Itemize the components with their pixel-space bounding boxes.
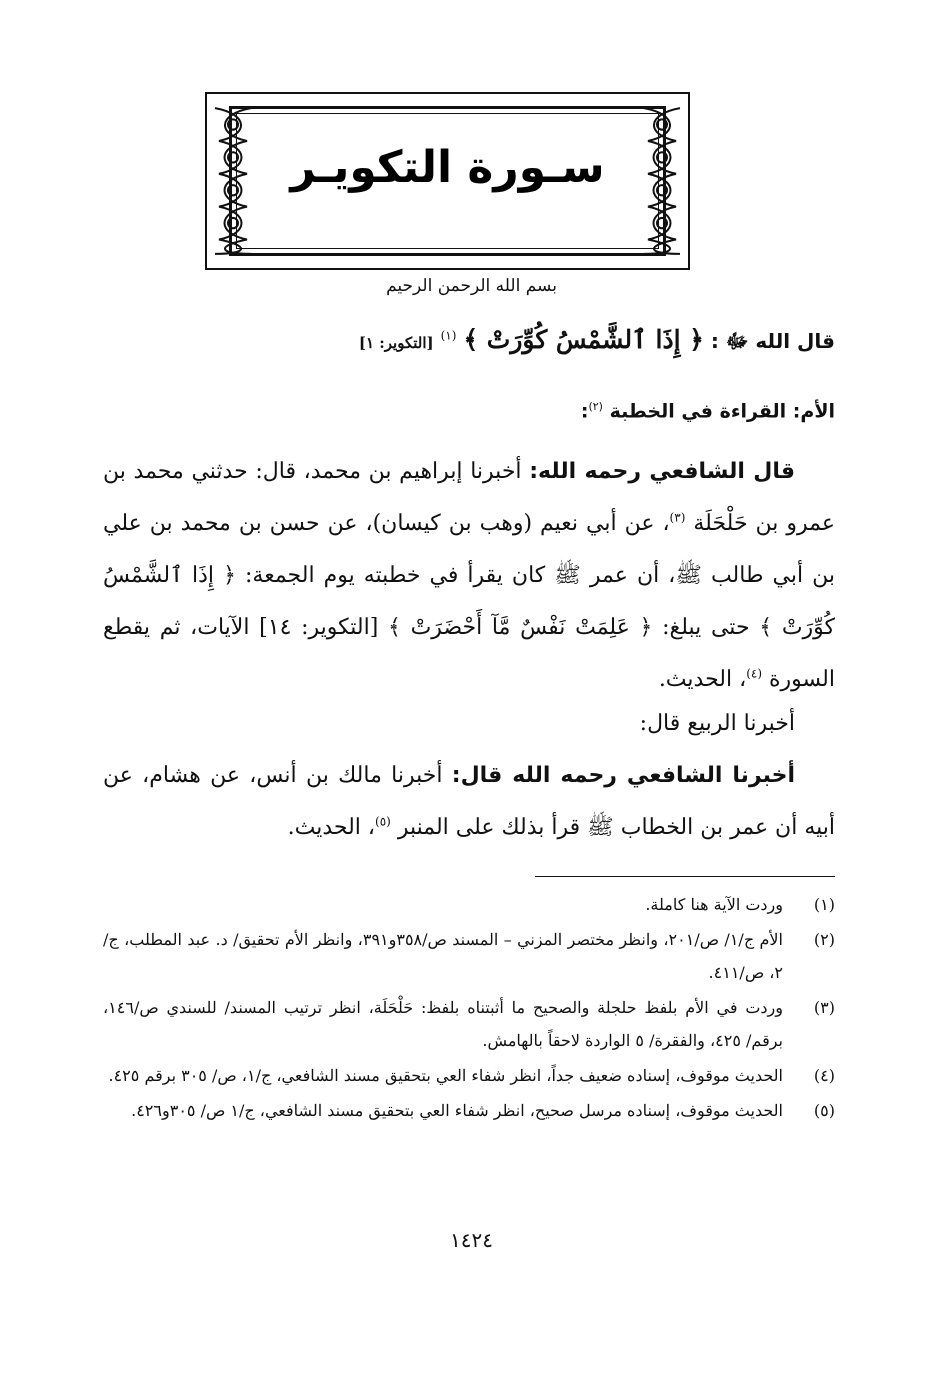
footnote-text: الحديث موقوف، إسناده مرسل صحيح، انظر شفاء العي بتحقيق مسند الشافعي، ج/١ ص/ ٣٠٥و٤٢٦. <box>131 1101 783 1120</box>
section-heading-text: الأم: القراءة في الخطبة <box>609 400 835 423</box>
footnote-ref: (٣) <box>669 510 686 525</box>
opening-verse <box>200 325 835 358</box>
paragraph-lead: قال الشافعي رحمه الله: <box>529 459 796 484</box>
footnote <box>103 888 835 921</box>
footnote-number: (٤) <box>813 1066 835 1085</box>
title-frame <box>205 92 690 270</box>
footnote-number: (٥) <box>813 1101 835 1120</box>
footnote-text: الأم ج/١/ ص/٢٠١، وانظر مختصر المزني – المسند ص/٣٥٨و٣٩١، وانظر الأم تحقيق/ د. عبد المطلب، ج/٢، ص/٤١١. <box>103 930 783 982</box>
footnote <box>103 1059 835 1092</box>
footnote <box>103 1094 835 1127</box>
verse-reference: [التكوير: ١] <box>358 334 434 352</box>
footnotes <box>103 888 835 1129</box>
verse-lead: قال الله ﷻ : <box>710 329 835 353</box>
footnote-number: (٢) <box>813 930 835 949</box>
paragraph-text: أخبرنا إبراهيم بن محمد، قال: حدثني محمد بن عمرو بن حَلْحَلَة <box>103 459 835 536</box>
section-heading-colon: : <box>580 400 589 423</box>
page-number: ١٤٢٤ <box>450 1228 493 1252</box>
footnote-ref: (٤) <box>746 666 763 681</box>
footnote-ref: (١) <box>440 328 457 343</box>
footnote <box>103 991 835 1057</box>
footnote <box>103 923 835 989</box>
footnote-text: وردت في الأم بلفظ حلجلة والصحيح ما أثبتناه بلفظ: حَلْحَلَة، انظر ترتيب المسند/ للسندي ص/١٤٦، برقم/ ٤٢٥، والفقرة/ ٥ الواردة لاحقاً بالهامش. <box>103 998 783 1050</box>
footnote-ref: (٢) <box>588 400 603 413</box>
paragraph-text: ، الحديث. <box>287 815 375 840</box>
paragraph-1 <box>103 446 835 706</box>
footnote-text: الحديث موقوف، إسناده ضعيف جداً، انظر شفاء العي بتحقيق مسند الشافعي، ج/١، ص/ ٣٠٥ برقم ٤٢٥. <box>108 1066 783 1085</box>
paragraph-text: ، عن أبي نعيم (وهب بن كيسان)، عن حسن بن محمد بن علي بن أبي طالب ﷺ، أن عمر ﷺ كان يقرأ في خطبته يوم الجمعة: ﴿ إِذَا ٱلشَّمْسُ كُوِّرَتْ ﴾ حتى يبلغ: ﴿ عَلِمَتْ نَفْسٌ مَّآ أَحْضَرَتْ ﴾ [التكوير: ١٤] الآيات، ثم يقطع السورة <box>103 511 835 692</box>
footnote-number: (٣) <box>813 998 835 1017</box>
footnote-ref: (٥) <box>375 814 391 829</box>
sura-title: سـورة التكويـر <box>290 142 605 193</box>
verse-ayah: ﴿ إِذَا ٱلشَّمْسُ كُوِّرَتْ ﴾ <box>463 325 704 354</box>
footnote-separator <box>535 876 835 877</box>
paragraph-lead: أخبرنا الشافعي رحمه الله قال: <box>451 763 796 788</box>
paragraph-text: ، الحديث. <box>658 667 747 692</box>
footnote-number: (١) <box>813 895 835 914</box>
paragraph-3 <box>103 750 835 854</box>
basmala: بسم الله الرحمن الرحيم <box>386 276 557 296</box>
paragraph-2: أخبرنا الربيع قال: <box>639 711 795 736</box>
footnote-text: وردت الآية هنا كاملة. <box>645 895 783 914</box>
paragraph-text: أخبرنا مالك بن أنس، عن هشام، عن أبيه أن عمر بن الخطاب ﷺ قرأ بذلك على المنبر <box>103 763 835 840</box>
section-heading <box>581 400 835 422</box>
